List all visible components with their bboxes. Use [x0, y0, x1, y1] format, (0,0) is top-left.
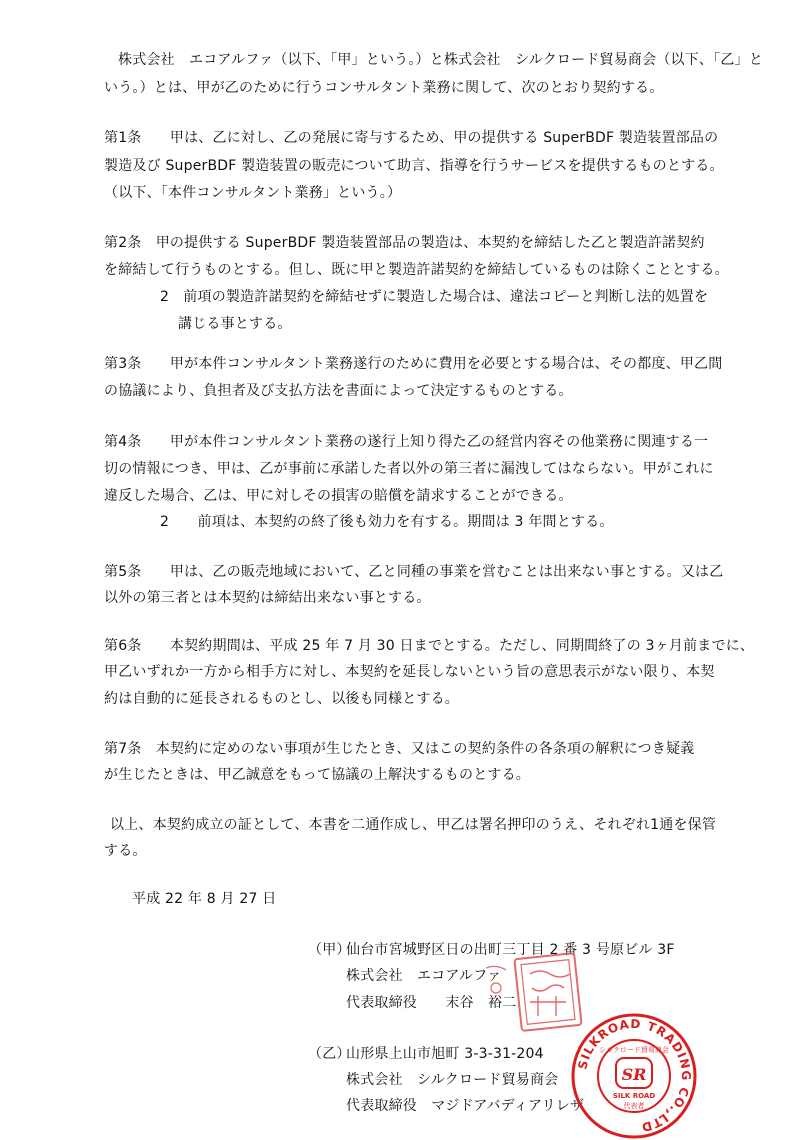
article-4-line: 第4条 甲が本件コンサルタント業務の遂行上知り得た乙の経営内容その他業務に関連する一 [104, 434, 709, 450]
seal-lower-text: 代表者 [623, 1102, 645, 1110]
party-b-company: 株式会社 シルクロード貿易商会 [346, 1072, 559, 1088]
article-6-line: 甲乙いずれか一方から相手方に対し、本契約を延長しないという旨の意思表示がない限り、本契 [104, 664, 715, 680]
article-4-line: 切の情報につき、甲は、乙が事前に承諾した者以外の第三者に漏洩してはならない。甲がこれに [104, 461, 714, 477]
party-a-representative: 代表取締役 末谷 裕二 [346, 995, 517, 1011]
article-7-line: 第7条 本契約に定めのない事項が生じたとき、又はこの契約条件の各条項の解釈につき疑義 [104, 741, 695, 757]
party-a-tag: （甲） [308, 942, 351, 958]
article-6-line: 第6条 本契約期間は、平成 25 年 7 月 30 日までとする。ただし、同期間終了の 3ヶ月前までに、 [104, 638, 755, 654]
article-2-subclause: 講じる事とする。 [178, 316, 292, 332]
article-4-subclause: 2 前項は、本契約の終了後も効力を有する。期間は 3 年間とする。 [160, 514, 614, 530]
seal-ring-text: SILKROAD TRADING CO.,LTD [575, 1016, 694, 1135]
seal-bottom-text: SILK ROAD [612, 1092, 656, 1100]
seal-inner-text: シルクロード貿易商会 [599, 1046, 669, 1054]
preamble-line: 株式会社 エコアルファ（以下、「甲」という。）と株式会社 シルクロード貿易商会（以下、「乙」と [118, 52, 763, 68]
contract-date: 平成 22 年 8 月 27 日 [132, 891, 277, 907]
article-3-line: の協議により、負担者及び支払方法を書面によって決定するものとする。 [104, 383, 573, 399]
article-1-line: 第1条 甲は、乙に対し、乙の発展に寄与するため、甲の提供する SuperBDF 製造装置部品の [104, 130, 719, 146]
party-a-company: 株式会社 エコアルファ [346, 968, 502, 984]
article-1-line: 製造及び SuperBDF 製造装置の販売について助言、指導を行うサービスを提供するものとする。 [104, 158, 724, 174]
party-a-address: 仙台市宮城野区日の出町三丁目 2 番 3 号原ビル 3F [346, 942, 675, 958]
article-4-line: 違反した場合、乙は、甲に対しその損害の賠償を請求することができる。 [104, 488, 573, 504]
article-7-line: が生じたときは、甲乙誠意をもって協議の上解決するものとする。 [104, 767, 530, 783]
seal-center-logo: SR [621, 1065, 647, 1084]
article-3-line: 第3条 甲が本件コンサルタント業務遂行のために費用を必要とする場合は、その都度、甲乙間 [104, 356, 723, 372]
article-2-line: 第2条 甲の提供する SuperBDF 製造装置部品の製造は、本契約を締結した乙と製造許諾契約 [104, 235, 705, 251]
party-b-tag: （乙） [308, 1046, 351, 1062]
article-6-line: 約は自動的に延長されるものとし、以後も同様とする。 [104, 691, 459, 707]
article-2-line: を締結して行うものとする。但し、既に甲と製造許諾契約を締結しているものは除くこととする。 [104, 262, 729, 278]
preamble-line: いう。）とは、甲が乙のために行うコンサルタント業務に関して、次のとおり契約する。 [104, 80, 664, 96]
article-5-line: 第5条 甲は、乙の販売地域において、乙と同種の事業を営むことは出来ない事とする。又は乙 [104, 564, 724, 580]
closing-line: 以上、本契約成立の証として、本書を二通作成し、甲乙は署名押印のうえ、それぞれ1通を保管 [110, 817, 717, 833]
closing-line: する。 [104, 843, 147, 859]
party-b-representative: 代表取締役 マジドアバディアリレザ [346, 1098, 585, 1114]
article-2-subclause: 2 前項の製造許諾契約を締結せずに製造した場合は、違法コピーと判断し法的処置を [160, 289, 709, 305]
article-5-line: 以外の第三者とは本契約は締結出来ない事とする。 [104, 590, 431, 606]
silkroad-seal-stamp [570, 1012, 698, 1140]
party-b-address: 山形県上山市旭町 3-3-31-204 [346, 1046, 544, 1062]
article-1-line: （以下、「本件コンサルタント業務」という。） [104, 185, 402, 201]
